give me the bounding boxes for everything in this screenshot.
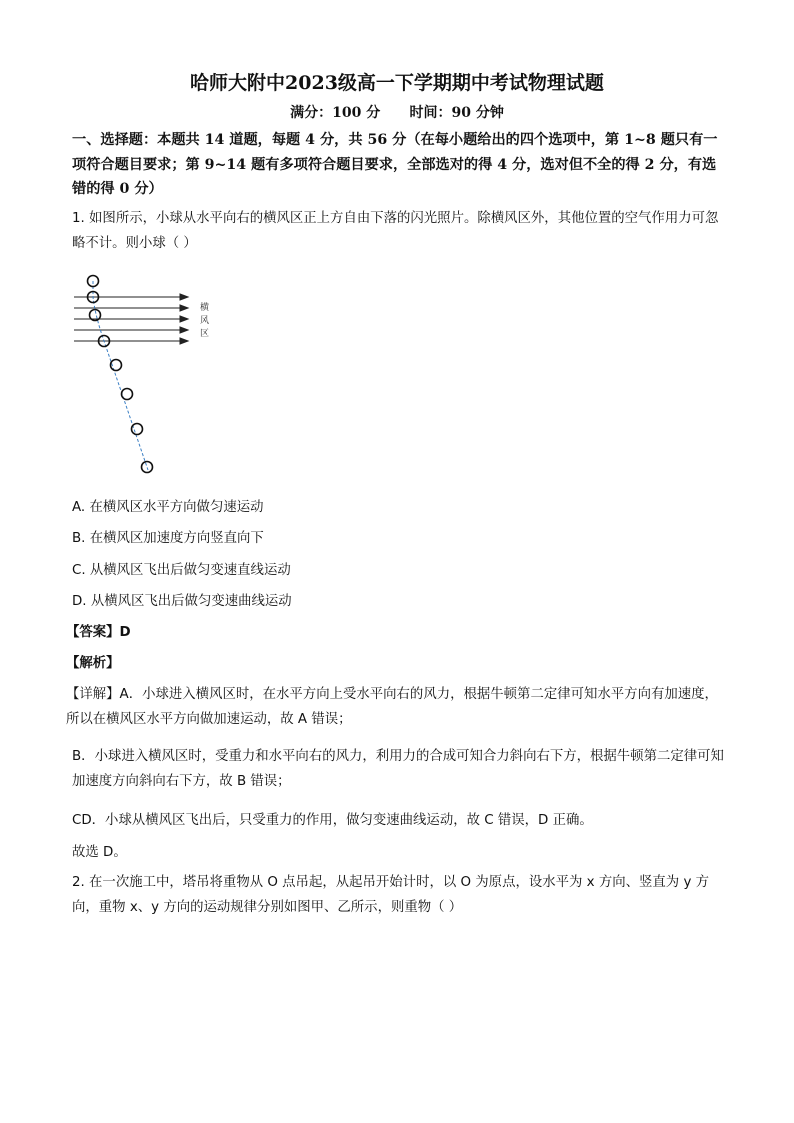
figure-label-3: 区 (200, 329, 210, 339)
question-1-stem: 1. 如图所示，小球从水平向右的横风区正上方自由下落的闪光照片。除横风区外，其他位置的空气作用力可忽略不计。则小球（ ） (72, 211, 719, 251)
exam-meta: 满分：100 分 时间：90 分钟 (290, 105, 504, 121)
exam-title: 哈师大附中2023级高一下学期期中考试物理试题 (190, 72, 604, 94)
figure-label-1: 横 (200, 303, 210, 313)
detail-a: 【详解】A．小球进入横风区时，在水平方向上受水平向右的风力，根据牛顿第二定律可知水平方向有加速度，所以在横风区水平方向做加速运动，故 A 错误； (66, 687, 718, 727)
answer-label: 【答案】D (66, 625, 131, 640)
detail-conclusion: 故选 D。 (72, 845, 127, 860)
detail-cd: CD．小球从横风区飞出后，只受重力的作用，做匀变速曲线运动，故 C 错误，D 正确。 (72, 813, 593, 828)
option-a: A. 在横风区水平方向做匀速运动 (72, 500, 264, 515)
analysis-label: 【解析】 (66, 656, 120, 671)
crosswind-figure (66, 270, 226, 482)
figure-label-2: 风 (200, 316, 210, 326)
detail-b: B．小球进入横风区时，受重力和水平向右的风力，利用力的合成可知合力斜向右下方，根据牛顿第二定律可知加速度方向斜向右下方，故 B 错误； (72, 749, 724, 789)
question-2-stem: 2. 在一次施工中，塔吊将重物从 O 点吊起，从起吊开始计时，以 O 为原点，设水平为 x 方向、竖直为 y 方向，重物 x、y 方向的运动规律分别如图甲、乙所示，则重物（ ） (72, 875, 710, 915)
section-header: 一、选择题：本题共 14 道题，每题 4 分，共 56 分（在每小题给出的四个选项中，第 1~8 题只有一项符合题目要求；第 9~14 题有多项符合题目要求，全部选对的得 4 分，选对但不全的得 2 分，有选错的得 0 分） (72, 132, 718, 197)
option-d: D. 从横风区飞出后做匀变速曲线运动 (72, 594, 292, 609)
option-b: B. 在横风区加速度方向竖直向下 (72, 531, 264, 546)
option-c: C. 从横风区飞出后做匀变速直线运动 (72, 563, 291, 578)
